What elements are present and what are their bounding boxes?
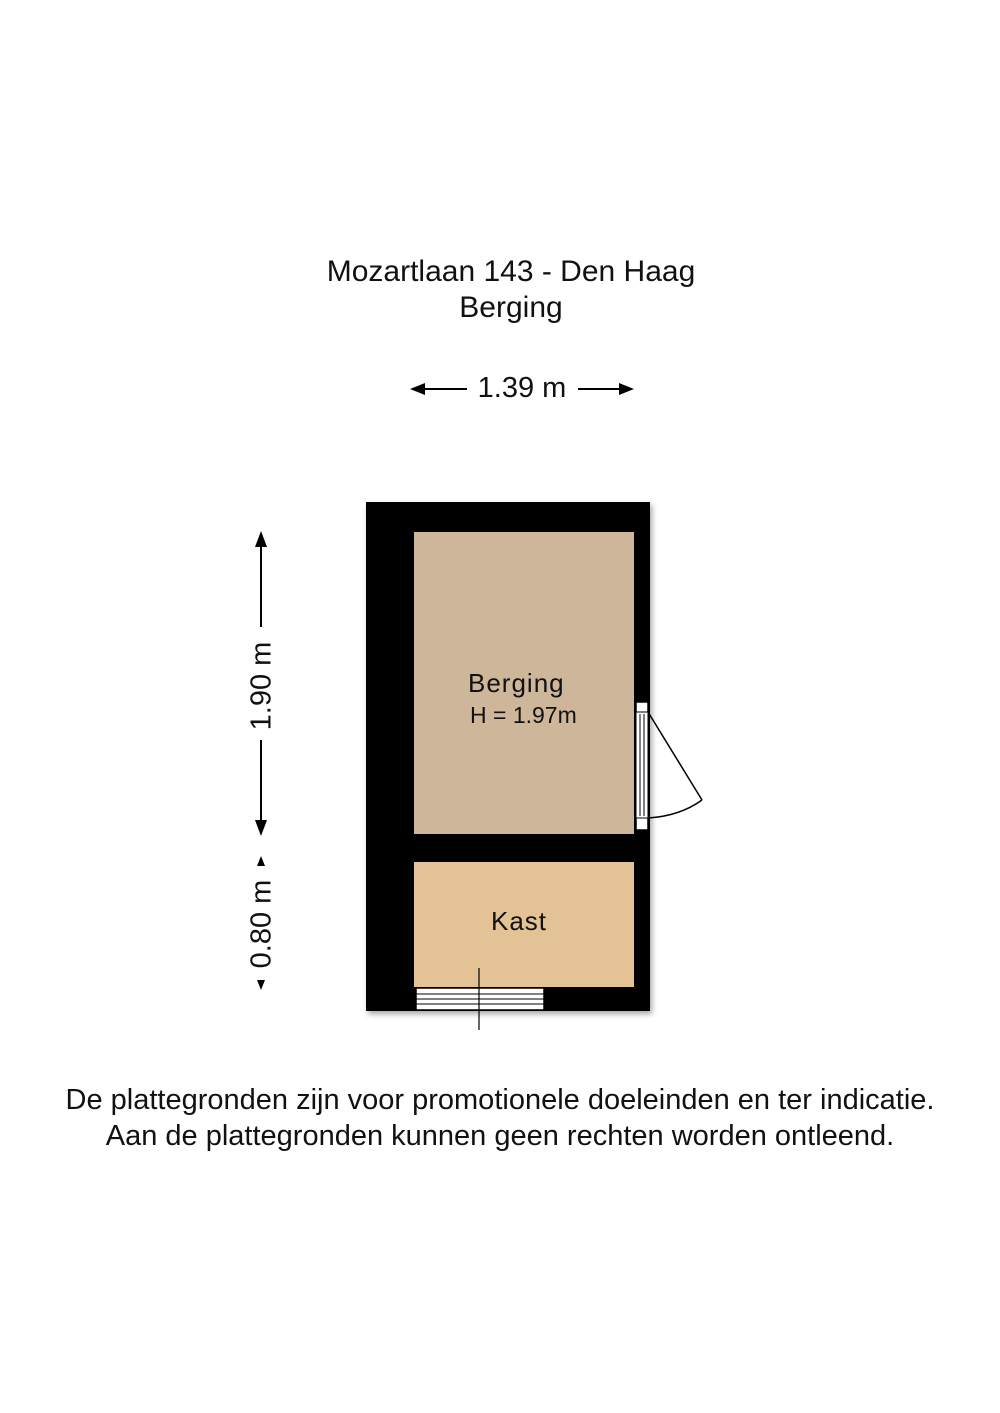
berging-depth-label: 1.90 m <box>245 641 278 731</box>
kast-depth-label: 0.80 m <box>245 879 278 969</box>
disclaimer-line-2: Aan de plattegronden kunnen geen rechten worden ontleend. <box>105 1120 895 1152</box>
plan-floor-name: Berging <box>459 291 563 324</box>
width-dimension-label: 1.39 m <box>477 372 567 404</box>
room-label-kast: Kast <box>491 906 548 936</box>
plan-address: Mozartlaan 143 - Den Haag <box>326 255 696 288</box>
room-height-berging: H = 1.97m <box>470 702 577 728</box>
door-berging <box>636 702 702 830</box>
room-label-berging: Berging <box>468 668 565 698</box>
disclaimer-line-1: De plattegronden zijn voor promotionele doeleinden en ter indicatie. <box>65 1084 935 1116</box>
